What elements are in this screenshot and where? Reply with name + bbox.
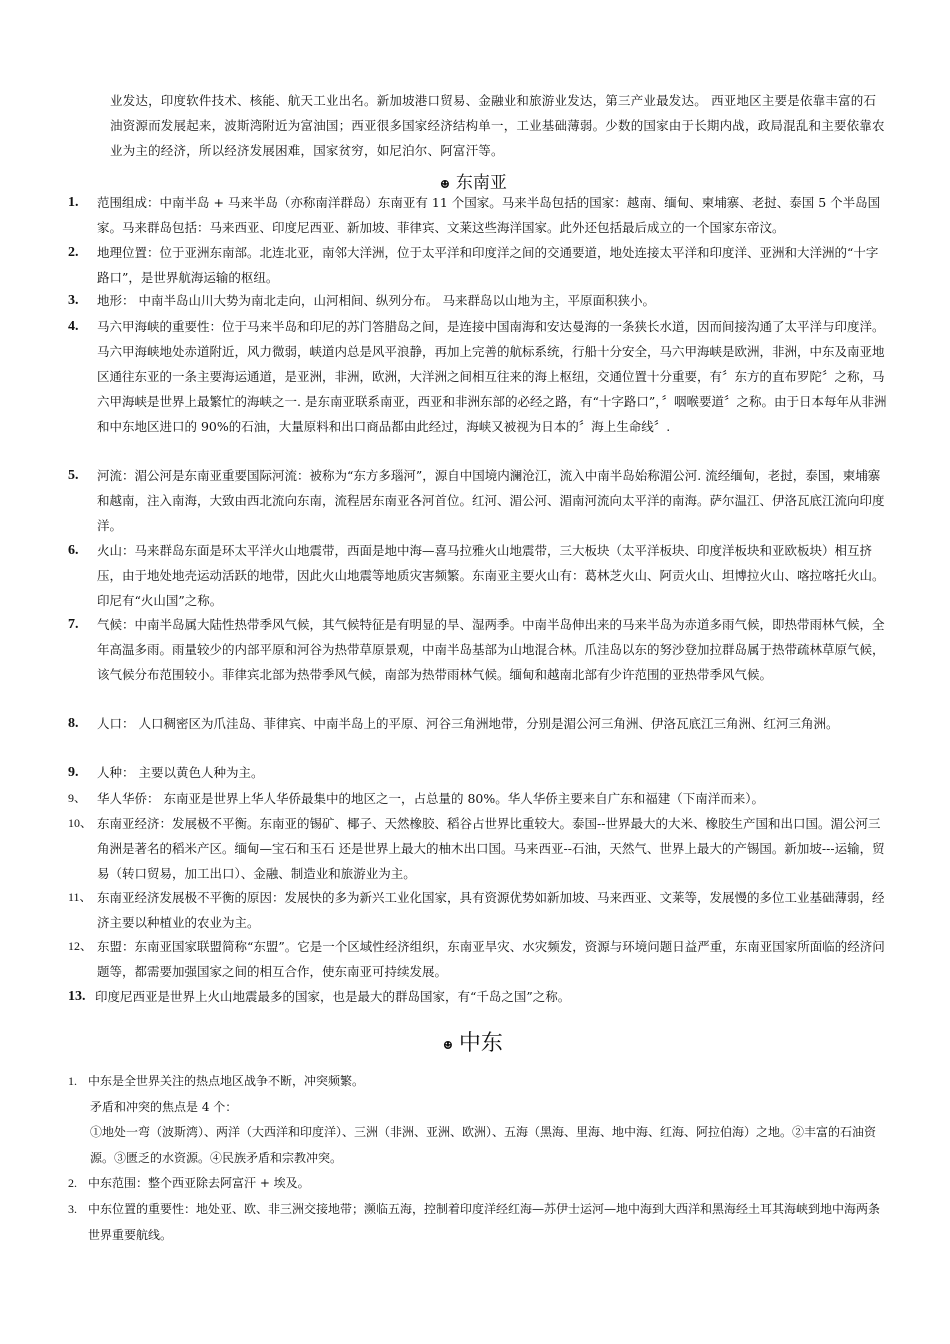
item-number: 7.: [68, 617, 79, 632]
item-number: 8.: [68, 716, 79, 731]
list-item: [68, 240, 890, 290]
section-heading-middle-east: [443, 1026, 503, 1057]
item-number: 11、: [68, 890, 92, 904]
item-number: 3.: [68, 1202, 77, 1216]
item-text: 东盟：东南亚国家联盟简称“东盟”。它是一个区域性经济组织，东南亚旱灾、水灾频发，资源与环境问题日益严重，东南亚国家所面临的经济问题等，都需要加强国家之间的相互合作，使东南亚可持续发展。: [97, 939, 885, 979]
intro-paragraph: 业发达，印度软件技术、核能、航天工业出名。新加坡港口贸易、金融业和旅游业发达，第三产业最发达。 西亚地区主要是依靠丰富的石油资源而发展起来，波斯湾附近为富油国；西亚很多国家经济结构单一，工业基础薄弱。少数的国家由于长期内战，政局混乱和主要依靠农业为主的经济，所以经济发展困难，国家贫穷，如尼泊尔、阿富汗等。: [110, 93, 885, 158]
list-item: [68, 760, 890, 785]
item-text: 人口： 人口稠密区为爪洼岛、菲律宾、中南半岛上的平原、河谷三角洲地带，分别是湄公河三角洲、伊洛瓦底江三角洲、红河三角洲。: [97, 716, 839, 731]
smiley-bullet-icon: ☻: [443, 1039, 453, 1052]
item-text: 中东是全世界关注的热点地区战争不断，冲突频繁。: [88, 1074, 365, 1088]
list-item: [68, 190, 890, 240]
item-number: 4.: [68, 319, 79, 334]
list-item: [68, 934, 890, 984]
item-text: 东南亚经济：发展极不平衡。东南亚的锡矿、椰子、天然橡胶、稻谷占世界比重较大。泰国--世界最大的大米、橡胶生产国和出口国。湄公河三角洲是著名的稻米产区。缅甸—宝石和玉石 还是世界上最大的柚木出口国。马来西亚--石油，天然气、世界上最大的产锡国。新加坡---运输，贸易（转口贸易，加工出口）、金融、制造业和旅游业为主。: [97, 816, 885, 881]
item-number: 9、: [68, 791, 87, 805]
item-number: 1.: [68, 1074, 77, 1088]
list-item: [68, 1170, 890, 1196]
item-text: 地理位置：位于亚洲东南部。北连北亚，南邻大洋洲，位于太平洋和印度洋之间的交通要道，地处连接太平洋和印度洋、亚洲和大洋洲的“十字路口”，是世界航海运输的枢纽。: [97, 245, 879, 285]
item-text: 火山：马来群岛东面是环太平洋火山地震带，西面是地中海—喜马拉雅火山地震带，三大板块（太平洋板块、印度洋板块和亚欧板块）相互挤压，由于地处地壳运动活跃的地带，因此火山地震等地质灾害频繁。东南亚主要火山有：葛林芝火山、阿贡火山、坦博拉火山、喀拉喀托火山。印尼有“火山国”之称。: [97, 543, 885, 608]
item-text: 印度尼西亚是世界上火山地震最多的国家，也是最大的群岛国家，有“千岛之国”之称。: [95, 989, 571, 1004]
item-text: 中东范围：整个西亚除去阿富汗 + 埃及。: [88, 1176, 310, 1190]
item-text: 人种： 主要以黄色人种为主。: [97, 765, 264, 780]
item-number: 2.: [68, 1176, 77, 1190]
list-item: [68, 984, 890, 1009]
item-number: 2.: [68, 245, 79, 260]
smiley-bullet-icon: ☻: [440, 178, 450, 191]
section-title: 东南亚: [455, 173, 507, 193]
item-text: 范围组成：中南半岛 + 马来半岛（亦称南洋群岛）东南亚有 11 个国家。马来半岛包括的国家：越南、缅甸、柬埔寨、老挝、泰国 5 个半岛国家。马来群岛包括：马来西亚、印度尼西亚、新加坡、菲律宾、文莱这些海洋国家。此外还包括最后成立的一个国家东帝汶。: [97, 195, 881, 235]
section-title: 中东: [458, 1031, 503, 1056]
item-number: 3.: [68, 293, 79, 308]
conflict-detail: ①地处一弯（波斯湾）、两洋（大西洋和印度洋）、三洲（非洲、亚洲、欧洲）、五海（黑海、里海、地中海、红海、阿拉伯海）之地。②丰富的石油资源。③匮乏的水资源。④民族矛盾和宗教冲突。: [90, 1125, 877, 1165]
list-item: [68, 314, 890, 439]
conflict-intro: 矛盾和冲突的焦点是 4 个：: [90, 1100, 238, 1114]
item-number: 5.: [68, 468, 79, 483]
item-text: 河流：湄公河是东南亚重要国际河流：被称为“东方多瑙河”，源自中国境内澜沧江，流入中南半岛始称湄公河. 流经缅甸，老挝，泰国，柬埔寨和越南，注入南海，大致由西北流向东南，流程居东南亚各河首位。红河、湄公河、湄南河流向太平洋的南海。萨尔温江、伊洛瓦底江流向印度洋。: [97, 468, 885, 533]
item-number: 10、: [68, 816, 93, 830]
list-item: [68, 538, 890, 613]
item-number: 1.: [68, 195, 79, 210]
item-text: 地形： 中南半岛山川大势为南北走向，山河相间、纵列分布。 马来群岛以山地为主，平原面积狭小。: [97, 293, 655, 308]
list-item: [68, 288, 890, 313]
list-item: [68, 463, 890, 538]
item-number: 6.: [68, 543, 79, 558]
list-item: [68, 811, 890, 886]
item-text: 马六甲海峡的重要性：位于马来半岛和印尼的苏门答腊岛之间，是连接中国南海和安达曼海的一条狭长水道，因而间接沟通了太平洋与印度洋。 马六甲海峡地处赤道附近，风力微弱，峡道内总是风平浪静，再加上完善的航标系统，行船十分安全，马六甲海峡是欧洲，非洲，中东及南亚地区通往东亚的一条主要海运通道，是亚洲，非洲，欧洲，大洋洲之间相互往来的海上枢纽，交通位置十分重要，有〞东方的直布罗陀〞之称，马六甲海峡是世界上最繁忙的海峡之一. 是东南亚联系南亚，西亚和非洲东部的必经之路，有“十字路口”，〞咽喉要道〞之称。由于日本每年从非洲和中东地区进口的 90%的石油，大量原料和出口商品都由此经过，海峡又被视为日本的〞海上生命线〞.: [97, 319, 887, 434]
item-text: 中东位置的重要性：地处亚、欧、非三洲交接地带；濒临五海，控制着印度洋经红海—苏伊士运河—地中海到大西洋和黑海经土耳其海峡到地中海两条世界重要航线。: [88, 1202, 881, 1242]
item-number: 12、: [68, 939, 93, 953]
list-item: [68, 711, 890, 736]
list-item: [68, 786, 890, 811]
item-number: 9.: [68, 765, 79, 780]
item-text: 华人华侨： 东南亚是世界上华人华侨最集中的地区之一，占总量的 80%。华人华侨主要来自广东和福建（下南洋而来）。: [97, 791, 764, 806]
item-text: 东南亚经济发展极不平衡的原因：发展快的多为新兴工业化国家，具有资源优势如新加坡、马来西亚、文莱等，发展慢的多位工业基础薄弱，经济主要以种植业的农业为主。: [97, 890, 885, 930]
list-item: [68, 1196, 890, 1248]
item-number: 13.: [68, 989, 86, 1004]
item-text: 气候：中南半岛属大陆性热带季风气候，其气候特征是有明显的旱、湿两季。中南半岛伸出来的马来半岛为赤道多雨气候，即热带雨林气候，全年高温多雨。雨量较少的内部平原和河谷为热带草原景观，中南半岛基部为山地混合林。爪洼岛以东的努沙登加拉群岛属于热带疏林草原气候，该气候分布范围较小。菲律宾北部为热带季风气候，南部为热带雨林气候。缅甸和越南北部有少许范围的亚热带季风气候。: [97, 617, 885, 682]
list-item: [68, 1068, 890, 1094]
list-item: [68, 612, 890, 687]
list-item: [68, 885, 890, 935]
